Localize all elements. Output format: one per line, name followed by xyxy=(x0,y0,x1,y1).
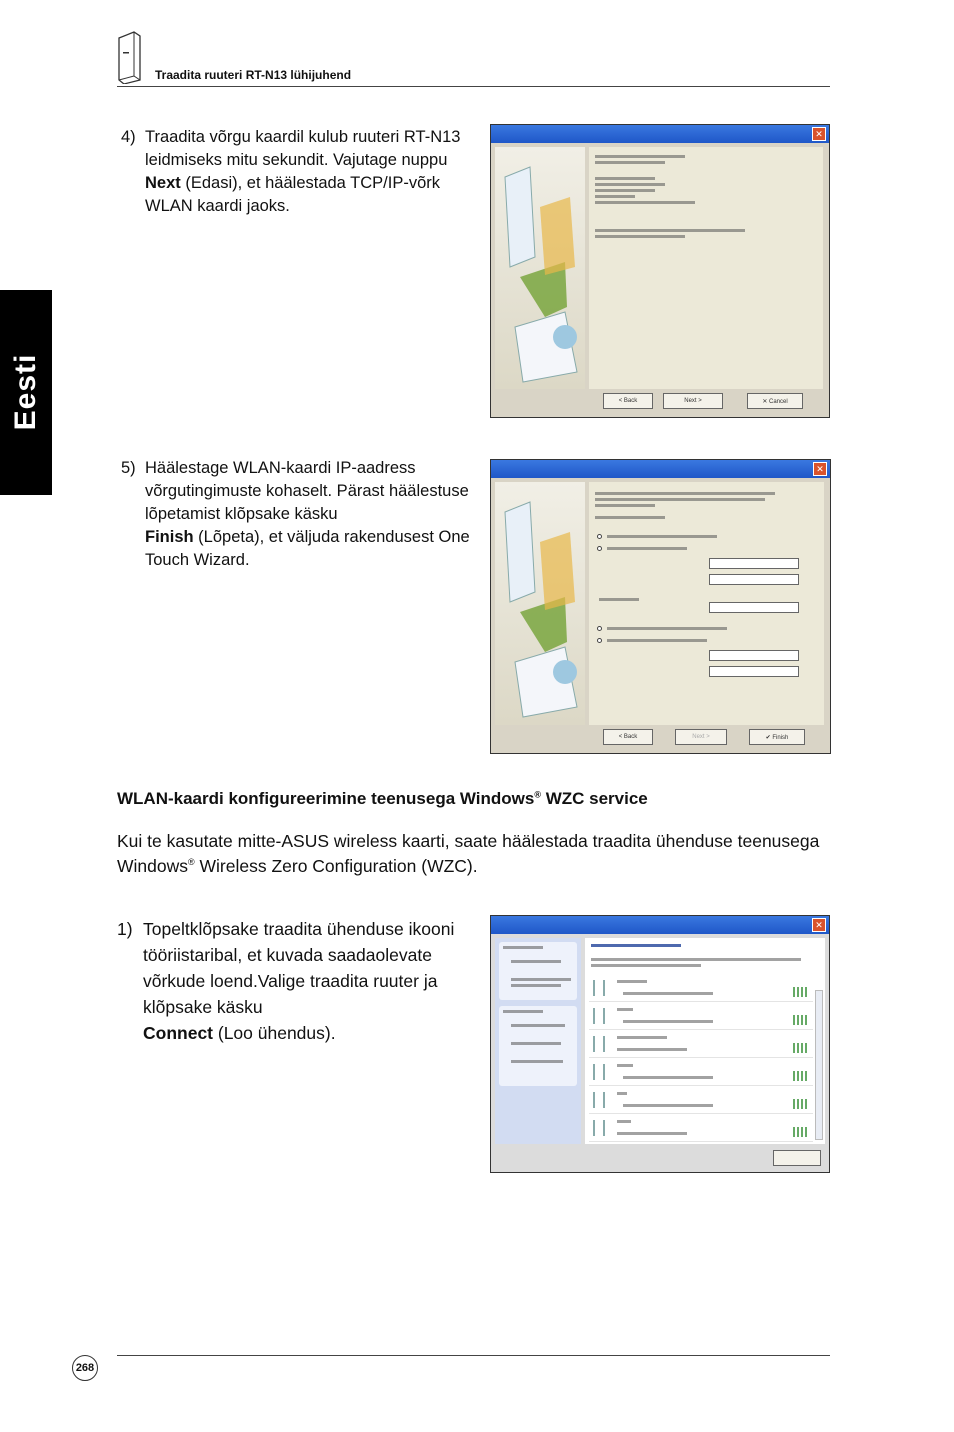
wizard-artwork xyxy=(495,482,585,725)
wireless-network-icon xyxy=(593,980,605,996)
window-titlebar xyxy=(491,916,829,934)
next-keyword: Next xyxy=(145,174,181,192)
subnet-mask-field[interactable] xyxy=(709,574,799,585)
footer-divider xyxy=(117,1355,830,1356)
close-icon: ✕ xyxy=(812,127,826,141)
running-header: Traadita ruuteri RT-N13 lühijuhend xyxy=(155,68,352,82)
step-text-part: Häälestage WLAN-kaardi IP-aadress võrgutingimuste kohaselt. Pärast häälestuse lõpetamist klõpsake käsku xyxy=(145,459,469,523)
step-text xyxy=(145,126,485,218)
registered-mark: ® xyxy=(188,857,195,868)
next-button[interactable]: Next > xyxy=(663,393,723,409)
wizard-content xyxy=(589,147,823,389)
signal-strength-icon xyxy=(793,1043,807,1053)
connect-button[interactable] xyxy=(773,1150,821,1166)
back-button[interactable]: < Back xyxy=(603,393,653,409)
network-item[interactable] xyxy=(589,1088,813,1114)
wizard-artwork xyxy=(495,147,585,389)
registered-mark: ® xyxy=(534,789,541,800)
heading-text: WZC service xyxy=(541,789,648,808)
wireless-network-icon xyxy=(593,1064,605,1080)
section-heading xyxy=(117,789,648,809)
language-tab-label: Eesti xyxy=(9,353,42,431)
network-item[interactable] xyxy=(589,1004,813,1030)
finish-keyword: Finish xyxy=(145,528,194,546)
preferred-dns-field[interactable] xyxy=(709,650,799,661)
window-titlebar xyxy=(491,460,830,478)
router-icon xyxy=(116,30,142,84)
network-item[interactable] xyxy=(589,1116,813,1142)
step-number: 1) xyxy=(117,919,133,939)
section-intro xyxy=(117,829,827,879)
step-text-part: Traadita võrgu kaardil kulub ruuteri RT-N13 leidmiseks mitu sekundit. Vajutage nuppu xyxy=(145,128,461,169)
network-item[interactable] xyxy=(589,1032,813,1058)
back-button[interactable]: < Back xyxy=(603,729,653,745)
connect-keyword: Connect xyxy=(143,1023,213,1043)
network-item[interactable] xyxy=(589,1060,813,1086)
step-text-part: (Edasi), et häälestada TCP/IP-võrk WLAN kaardi jaoks. xyxy=(145,174,440,215)
default-gateway-field[interactable] xyxy=(709,602,799,613)
step-text-part: (Lõpeta), et väljuda rakendusest One Touch Wizard. xyxy=(145,528,470,569)
step-number: 4) xyxy=(121,128,136,146)
wireless-network-list-screenshot xyxy=(490,915,830,1173)
step-number: 5) xyxy=(121,459,136,477)
step-text-part: (Loo ühendus). xyxy=(213,1023,336,1043)
page-number: 268 xyxy=(72,1355,98,1381)
signal-strength-icon xyxy=(793,1071,807,1081)
wireless-network-icon xyxy=(593,1036,605,1052)
close-icon: ✕ xyxy=(812,918,826,932)
step-text xyxy=(145,457,485,572)
alternate-dns-field[interactable] xyxy=(709,666,799,677)
language-tab xyxy=(0,290,52,495)
window-titlebar xyxy=(491,125,829,143)
wizard-ip-settings-screenshot xyxy=(490,459,831,754)
finish-button[interactable]: ✔ Finish xyxy=(749,729,805,745)
signal-strength-icon xyxy=(793,1015,807,1025)
next-button[interactable]: Next > xyxy=(675,729,727,745)
header-divider xyxy=(117,86,830,87)
close-icon: ✕ xyxy=(813,462,827,476)
wireless-network-icon xyxy=(593,1008,605,1024)
wizard-illustration xyxy=(495,482,585,725)
network-item[interactable] xyxy=(589,976,813,1002)
wizard-illustration xyxy=(495,147,585,389)
intro-text: Wireless Zero Configuration (WZC). xyxy=(194,856,478,876)
wireless-network-icon xyxy=(593,1092,605,1108)
list-scrollbar[interactable] xyxy=(815,990,823,1140)
intro-text: Kui te kasutate mitte-ASUS wireless kaarti, saate häälestada traadita ühenduse teenusega Windows xyxy=(117,831,820,876)
wizard-connected-screenshot xyxy=(490,124,830,418)
heading-text: WLAN-kaardi konfigureerimine teenusega Windows xyxy=(117,789,535,808)
step-text-part: Topeltklõpsake traadita ühenduse ikooni tööriistaribal, et kuvada saadaolevate võrkude loend.Valige traadita ruuter ja klõpsake käsku xyxy=(143,919,455,1017)
wizard-content xyxy=(589,482,824,725)
wireless-network-icon xyxy=(593,1120,605,1136)
signal-strength-icon xyxy=(793,1099,807,1109)
network-tasks-pane xyxy=(495,938,581,1144)
step-text xyxy=(143,916,468,1046)
signal-strength-icon xyxy=(793,987,807,997)
signal-strength-icon xyxy=(793,1127,807,1137)
cancel-button[interactable]: ✕ Cancel xyxy=(747,393,803,409)
network-list-pane xyxy=(585,938,825,1144)
ip-address-field[interactable] xyxy=(709,558,799,569)
